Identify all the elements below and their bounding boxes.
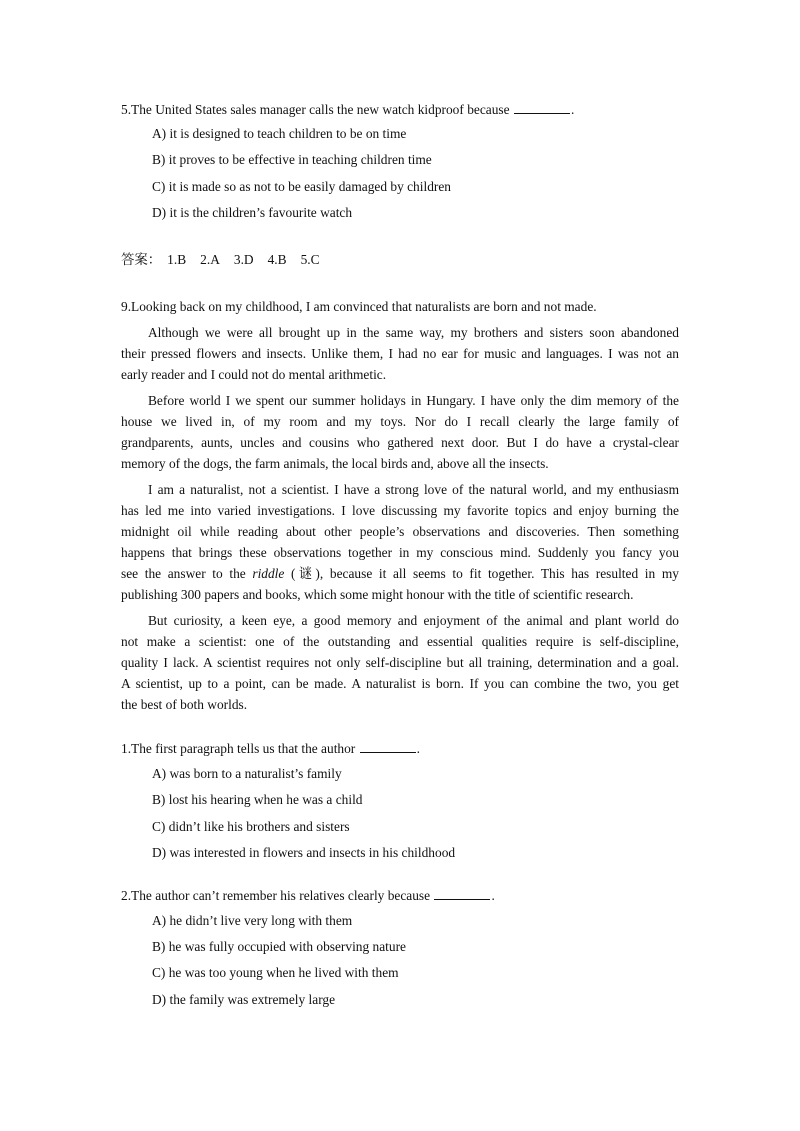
question-2-stem — [121, 887, 495, 904]
question-1-stem — [121, 740, 420, 757]
question-2-option-c: C) he was too young when he lived with them — [152, 965, 399, 980]
paragraph-3-line-1: I am a naturalist, not a scientist. I have a strong love of the natural world, and my enthusiasm — [148, 482, 679, 497]
passage-heading: 9.Looking back on my childhood, I am convinced that naturalists are born and not made. — [121, 299, 597, 314]
paragraph-2-line-3: grandparents, aunts, uncles and cousins who gathered next door. But I do have a crystal-clear — [121, 435, 679, 450]
paragraph-2-line-2: house we lived in, of my room and my toys. Nor do I recall clearly the large family of — [121, 414, 679, 429]
question-5-stem-end: . — [570, 102, 575, 117]
paragraph-3-line-4: happens that brings these observations together in my conscious mind. Suddenly you fancy you — [121, 545, 679, 560]
paragraph-3-line-2: has led me into varied investigations. I love discussing my favorite topics and enjoy burning the — [121, 503, 679, 518]
answer-item: 1.B — [167, 252, 187, 267]
paragraph-1-line-3: early reader and I could not do mental arithmetic. — [121, 367, 387, 382]
question-5-stem — [121, 101, 574, 118]
answer-item: 2.A — [200, 252, 220, 267]
answer-blank — [360, 740, 416, 753]
paragraph-1-line-2: their pressed flowers and insects. Unlike them, I had no ear for music and languages. I was not an — [121, 346, 679, 361]
paragraph-3-line-5 — [121, 566, 679, 582]
riddle-line-end: (谜), because it all seems to fit together. This has resulted in my — [291, 566, 679, 581]
paragraph-4-line-4: A scientist, up to a point, can be made. A naturalist is born. If you can combine the two, you get — [121, 676, 679, 691]
riddle-line-start: see the answer to the — [121, 566, 246, 581]
paragraph-4-line-2: not make a scientist: one of the outstanding and essential qualities require is self-discipline, — [121, 634, 679, 649]
question-2-option-b: B) he was fully occupied with observing nature — [152, 939, 406, 954]
answer-key-label: 答案： — [121, 252, 162, 267]
paragraph-4-line-1: But curiosity, a keen eye, a good memory and enjoyment of the animal and plant world do — [148, 613, 679, 628]
riddle-word: riddle — [252, 566, 285, 581]
answer-item: 5.C — [300, 252, 320, 267]
paragraph-2-line-1: Before world I we spent our summer holidays in Hungary. I have only the dim memory of the — [148, 393, 679, 408]
question-5-option-c: C) it is made so as not to be easily damaged by children — [152, 179, 451, 194]
paragraph-4-line-3: quality I lack. A scientist requires not only self-discipline but all training, determination and a goal. — [121, 655, 679, 670]
question-2-option-a: A) he didn’t live very long with them — [152, 913, 353, 928]
question-2-stem-text: 2.The author can’t remember his relatives clearly because — [121, 888, 431, 903]
paragraph-3-line-6: publishing 300 papers and books, which some might honour with the title of scientific research. — [121, 587, 634, 602]
paragraph-4-line-5: the best of both worlds. — [121, 697, 248, 712]
question-5-option-b: B) it proves to be effective in teaching children time — [152, 152, 432, 167]
question-1-option-a: A) was born to a naturalist’s family — [152, 766, 342, 781]
question-5-option-d: D) it is the children’s favourite watch — [152, 205, 353, 220]
question-5-stem-text: 5.The United States sales manager calls the new watch kidproof because — [121, 102, 510, 117]
question-2-option-d: D) the family was extremely large — [152, 992, 336, 1007]
question-5-option-a: A) it is designed to teach children to be on time — [152, 126, 407, 141]
answer-item: 4.B — [267, 252, 287, 267]
paragraph-2-line-4: memory of the dogs, the farm animals, the local birds and, above all the insects. — [121, 456, 549, 471]
paragraph-3-line-3: midnight oil while reading about other people’s observations and discoveries. Then something — [121, 524, 679, 539]
question-1-stem-end: . — [416, 741, 420, 756]
answer-key — [121, 252, 334, 268]
question-2-stem-end: . — [491, 888, 495, 903]
answer-item: 3.D — [233, 252, 254, 267]
question-1-option-d: D) was interested in flowers and insects in his childhood — [152, 845, 456, 860]
question-1-stem-text: 1.The first paragraph tells us that the author — [121, 741, 356, 756]
question-1-option-c: C) didn’t like his brothers and sisters — [152, 819, 350, 834]
question-1-option-b: B) lost his hearing when he was a child — [152, 792, 363, 807]
answer-blank — [434, 887, 490, 900]
paragraph-1-line-1: Although we were all brought up in the same way, my brothers and sisters soon abandoned — [148, 325, 679, 340]
answer-blank — [514, 101, 570, 114]
